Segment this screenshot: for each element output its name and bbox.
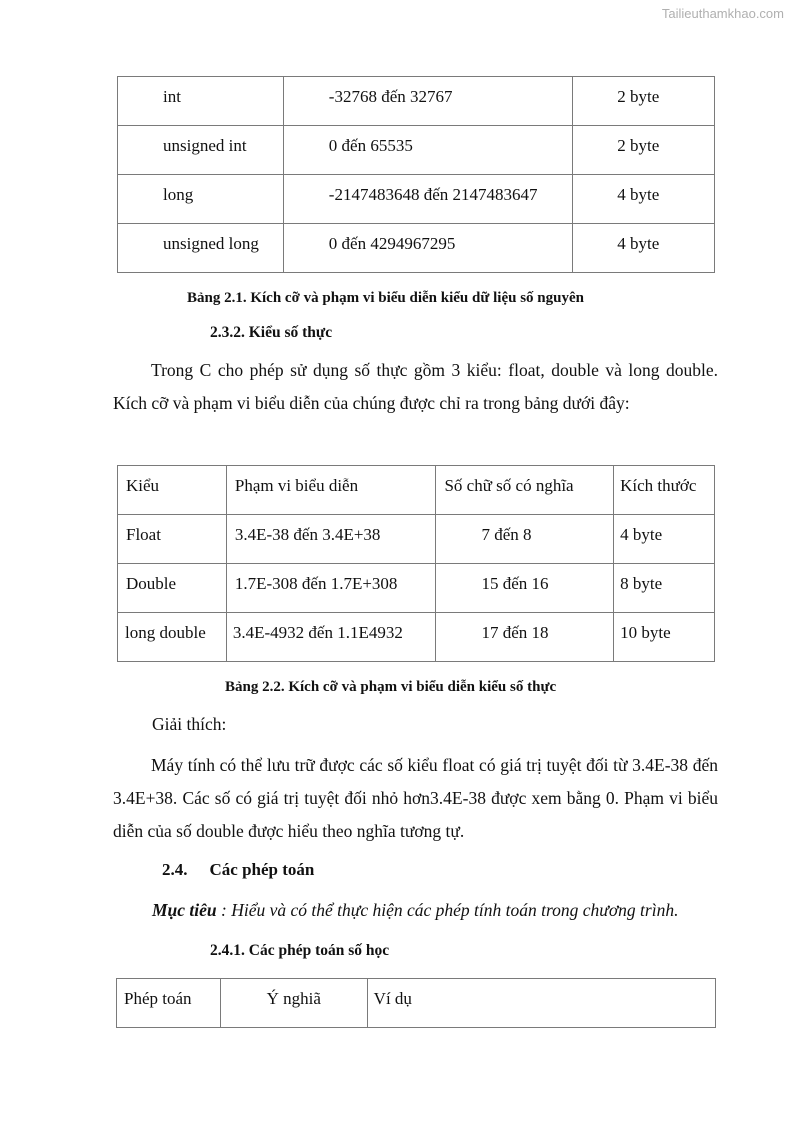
section-heading: 2.3.2. Kiểu số thực: [210, 324, 333, 341]
header-cell: Kiểu: [118, 466, 227, 515]
size-cell: 2 byte: [573, 77, 715, 126]
type-cell: long: [118, 175, 284, 224]
size-cell: 4 byte: [573, 224, 715, 273]
real-types-table: [117, 465, 715, 662]
table-row: [118, 224, 715, 273]
header-cell: Số chữ số có nghĩa: [436, 466, 614, 515]
range-cell: 0 đến 65535: [283, 126, 572, 175]
section-number: 2.4.: [162, 860, 188, 879]
size-cell: 4 byte: [573, 175, 715, 224]
header-cell: Ví dụ: [367, 979, 715, 1028]
table-header-row: [118, 466, 715, 515]
table-header-row: [117, 979, 716, 1028]
section-heading: [162, 860, 314, 880]
paragraph-text: Máy tính có thể lưu trữ được các số kiểu float có giá trị tuyệt đối từ 3.4E-38 đến 3.4E+38. Các số có giá trị tuyệt đối nhỏ hơn3.4E-38 được xem bằng 0. Phạm vi biểu diễn của số double được hiểu theo nghĩa tương tự.: [113, 755, 718, 841]
paragraph: [113, 354, 718, 420]
table-row: [118, 126, 715, 175]
type-cell: Double: [118, 564, 227, 613]
type-cell: unsigned long: [118, 224, 284, 273]
section-heading: 2.4.1. Các phép toán số học: [210, 942, 390, 959]
paragraph-text: Trong C cho phép sử dụng số thực gồm 3 kiểu: float, double và long double. Kích cỡ và phạm vi biểu diễn của chúng được chỉ ra trong bảng dưới đây:: [113, 360, 718, 413]
watermark: Tailieuthamkhao.com: [661, 6, 784, 21]
digits-cell: 7 đến 8: [436, 515, 614, 564]
header-cell: Phạm vi biểu diễn: [226, 466, 436, 515]
explanation-label: Giải thích:: [152, 714, 227, 734]
range-cell: 3.4E-38 đến 3.4E+38: [226, 515, 436, 564]
header-cell: Kích thước: [614, 466, 715, 515]
objective-label: Mục tiêu: [152, 900, 217, 920]
size-cell: 4 byte: [614, 515, 715, 564]
table-row: [118, 613, 715, 662]
range-cell: 3.4E-4932 đến 1.1E4932: [226, 613, 436, 662]
range-cell: -32768 đến 32767: [283, 77, 572, 126]
type-cell: Float: [118, 515, 227, 564]
type-cell: unsigned int: [118, 126, 284, 175]
range-cell: 0 đến 4294967295: [283, 224, 572, 273]
digits-cell: 17 đến 18: [436, 613, 614, 662]
table-caption: Bảng 2.2. Kích cỡ và phạm vi biểu diễn kiểu số thực: [225, 679, 557, 695]
size-cell: 10 byte: [614, 613, 715, 662]
table-row: [118, 175, 715, 224]
objective-line: [152, 900, 678, 921]
table-caption: Bảng 2.1. Kích cỡ và phạm vi biểu diễn kiểu dữ liệu số nguyên: [187, 290, 584, 306]
table-row: [118, 515, 715, 564]
size-cell: 8 byte: [614, 564, 715, 613]
range-cell: 1.7E-308 đến 1.7E+308: [226, 564, 436, 613]
section-title: Các phép toán: [209, 860, 315, 879]
digits-cell: 15 đến 16: [436, 564, 614, 613]
type-cell: long double: [118, 613, 227, 662]
arithmetic-operators-table: [116, 978, 716, 1028]
table-row: [118, 77, 715, 126]
type-cell: int: [118, 77, 284, 126]
range-cell: -2147483648 đến 2147483647: [283, 175, 572, 224]
objective-text: : Hiểu và có thể thực hiện các phép tính toán trong chương trình.: [216, 900, 679, 920]
header-cell: Phép toán: [117, 979, 221, 1028]
integer-types-table: [117, 76, 715, 273]
table-row: [118, 564, 715, 613]
paragraph: [113, 749, 718, 848]
header-cell: Ý nghiã: [220, 979, 367, 1028]
size-cell: 2 byte: [573, 126, 715, 175]
